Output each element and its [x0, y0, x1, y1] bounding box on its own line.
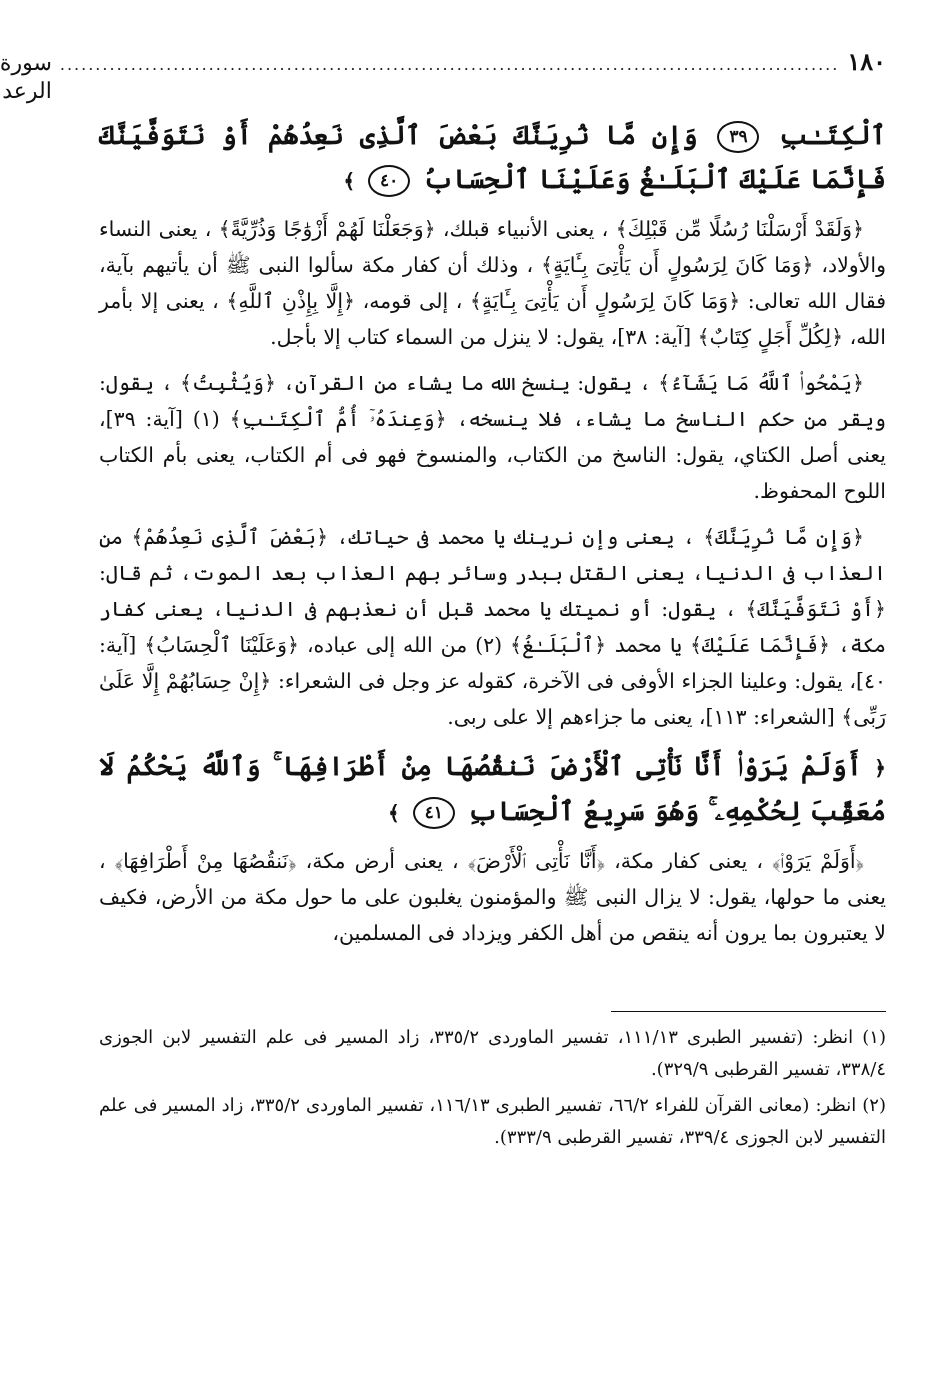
tafsir-paragraph-38: ﴿وَلَقَدْ أَرْسَلْنَا رُسُلًا مِّن قَبْلِكَ﴾ ، يعنى الأنبياء قبلك، ﴿وَجَعَلْنَا لَهُمْ أَزْوَٰجًا وَذُرِّيَّةً﴾ ، يعنى النساء والأولاد، ﴿وَمَا كَانَ لِرَسُولٍ أَن يَأْتِىَ بِـَٔايَةٍ﴾ ، وذلك أن كفار مكة سألوا النبى ﷺ أن يأتيهم بآية، فقال الله تعالى: ﴿وَمَا كَانَ لِرَسُولٍ أَن يَأْتِىَ بِـَٔايَةٍ﴾ ، إلى قومه، ﴿إِلَّا بِإِذْنِ ٱللَّهِ﴾ ، يعنى إلا بأمر الله، ﴿لِكُلِّ أَجَلٍ كِتَابٌ﴾ [آية: ٣٨]، يقول: لا ينزل من السماء كتاب إلا بأجل. — [99, 217, 886, 349]
verse-39-tail: ٱلْكِتَـٰبِ — [779, 121, 886, 151]
footnote-2: (٢) انظر: (معانى القرآن للفراء ٦٦/٢، تفسير الطبرى ١١٦/١٣، تفسير الماوردى ٣٣٥/٢، زاد المسير فى علم التفسير لابن الجوزى ٣٣٩/٤، تفسير القرطبى ٣٣٣/٩). — [99, 1095, 886, 1148]
ornament-open: ﴿ — [874, 756, 886, 780]
tafsir-paragraph-40: ﴿وَإِن مَّا نُرِيَنَّكَ﴾ ، يعنى وإن نرينك يا محمد فى حياتك، ﴿بَعْضَ ٱلَّذِى نَعِدُهُمْ﴾ من العذاب فى الدنيا، يعنى القتل ببدر وسائر بهم العذاب بعد الموت، ثم قال: ﴿أَوْ نَتَوَفَّيَنَّكَ﴾ ، يقول: أو نميتك يا محمد قبل أن نعذبهم فى الدنيا، يعنى كفار مكة، ﴿فَإِنَّمَا عَلَيْكَ﴾ يا محمد ﴿ٱلْبَلَـٰغُ﴾ (٢) من الله إلى عباده، ﴿وَعَلَيْنَا ٱلْحِسَابُ﴾ [آية: ٤٠]، يقول: وعلينا الجزاء الأوفى فى الآخرة، كقوله عز وجل فى الشعراء: ﴿إِنْ حِسَابُهُمْ إِلَّا عَلَىٰ رَبِّى﴾ [الشعراء: ١١٣]، يعنى ما جزاءهم إلا على ربى. — [99, 525, 886, 729]
header-leader-dots: .............................................................................................................. — [59, 55, 840, 74]
footnote-1: (١) انظر: (تفسير الطبرى ١١١/١٣، تفسير الماوردى ٣٣٥/٢، زاد المسير فى علم التفسير لابن الجوزى ٣٣٨/٤، تفسير القرطبى ٣٢٩/٩). — [99, 1027, 886, 1080]
quran-verse-39-40 — [99, 114, 886, 203]
ornament-close: ﴾ — [343, 169, 356, 193]
tafsir-paragraph-39: ﴿يَمْحُوا۟ ٱللَّهُ مَا يَشَآءُ﴾ ، يقول: ينسخ الله ما يشاء من القرآن، ﴿وَيُثْبِتُ﴾ ، يقول: ويقر من حكم الناسخ ما يشاء، فلا ينسخه، ﴿وَعِندَهُۥٓ أُمُّ ٱلْكِتَـٰبِ﴾ (١) [آية: ٣٩]، يعنى أصل الكتاي، يقول: الناسخ من الكتاب، والمنسوخ فهو فى أم الكتاب، يعنى بأم الكتاب اللوح المحفوظ. — [99, 371, 887, 503]
tafsir-paragraph-41: ﴿أَوَلَمْ يَرَوْا۟﴾ ، يعنى كفار مكة، ﴿أَنَّا نَأْتِى ٱلْأَرْضَ﴾ ، يعنى أرض مكة، ﴿نَنقُصُهَا مِنْ أَطْرَافِهَا﴾ ، يعنى ما حولها، يقول: لا يزال النبى ﷺ والمؤمنون يغلبون على ما حول مكة من الأرض، فكيف لا يعتبرون بما يرون أنه ينقص من أهل الكفر ويزداد فى المسلمين، — [99, 849, 886, 945]
surah-title: سورة الرعد — [0, 51, 52, 104]
ayah-number-40: ٤٠ — [368, 165, 410, 197]
ayah-number-41: ٤١ — [413, 797, 455, 829]
verse-40-text: وَإِن مَّا نُرِيَنَّكَ بَعْضَ ٱلَّذِى نَعِدُهُمْ أَوْ نَتَوَفَّيَنَّكَ فَإِنَّمَا عَلَيْكَ ٱلْبَلَـٰغُ وَعَلَيْنَا ٱلْحِسَابُ — [99, 121, 886, 195]
footnote-separator — [611, 1011, 886, 1012]
page-header — [0, 47, 886, 106]
ayah-number-39: ٣٩ — [717, 121, 759, 153]
quran-verse-41 — [99, 745, 886, 835]
verse-41-text: أَوَلَمْ يَرَوْا۟ أَنَّا نَأْتِى ٱلْأَرْضَ نَنقُصُهَا مِنْ أَطْرَافِهَا ۚ وَٱللَّهُ يَحْكُمُ لَا مُعَقِّبَ لِحُكْمِهِۦ ۚ وَهُوَ سَرِيعُ ٱلْحِسَابِ — [99, 752, 886, 827]
ornament-close: ﴾ — [387, 801, 400, 825]
page-number: ١٨٠ — [847, 47, 886, 76]
